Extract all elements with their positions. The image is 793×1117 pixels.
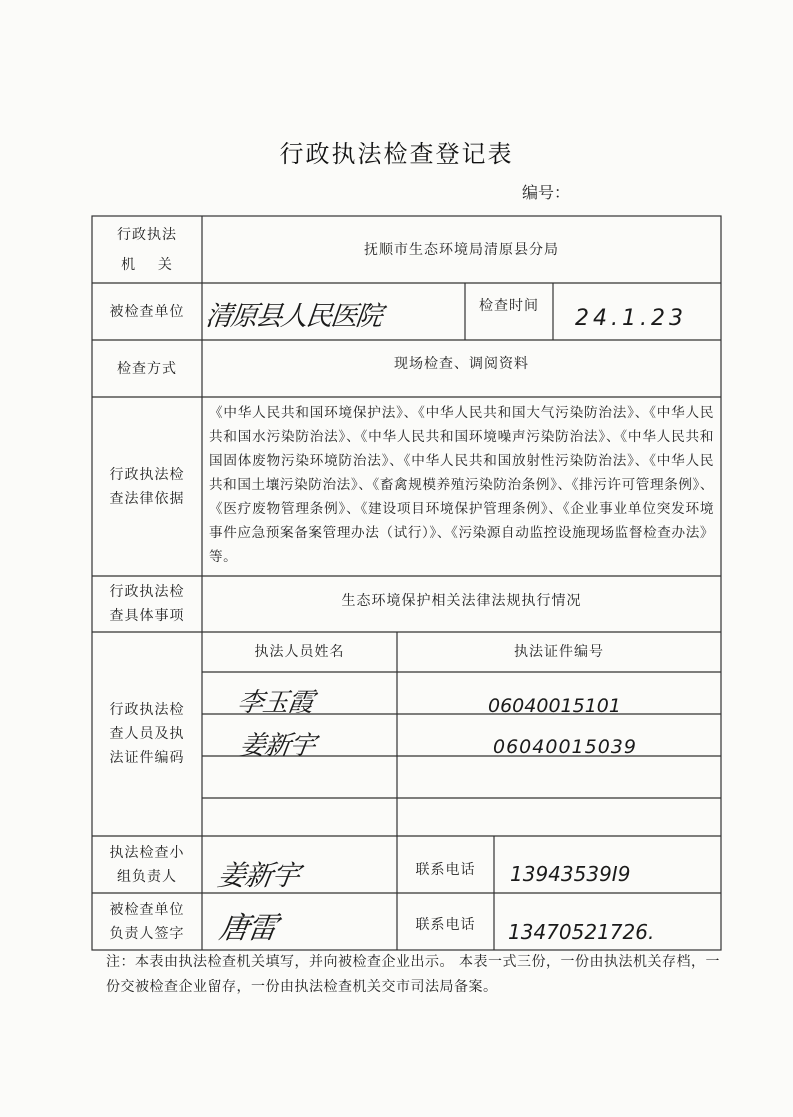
legal-basis-label (92, 397, 202, 576)
leader-phone: 13943539I9 (510, 862, 631, 886)
authority-label (92, 216, 202, 283)
leader-label-line2: 组负责人 (117, 868, 177, 885)
page-title: 行政执法检查登记表 (279, 140, 514, 168)
unit-sign-label-line2: 负责人签字 (109, 925, 185, 942)
personnel-label-line3: 法证件编码 (109, 750, 185, 766)
leader-label (92, 836, 202, 893)
personnel-cert-header: 执法证件编号 (514, 644, 604, 660)
inspection-time-handwritten: 24.1.23 (575, 306, 687, 331)
leader-phone-label: 联系电话 (415, 862, 476, 878)
unit-sign-name: 唐雷 (217, 911, 278, 946)
authority-label-line1: 行政执法 (117, 226, 177, 243)
inspection-time-label: 检查时间 (479, 297, 539, 314)
personnel-cert-2: 06040015039 (493, 736, 637, 758)
personnel-label-line1: 行政执法检 (109, 702, 185, 718)
matters-label-line1: 行政执法检 (109, 584, 185, 600)
personnel-name-1: 李玉霞 (235, 688, 315, 718)
legal-basis-value: 《中华人民共和国环境保护法》、《中华人民共和国大气污染防治法》、《中华人民共和国水污染防治法》、《中华人民共和国环境噪声污染防治法》、《中华人民共和国固体废物污染环境防治法》、《中华人民共和国放射性污染防治法》、《中华人民共和国土壤污染防治法》、《畜禽规模养殖污染防治条例》、《排污许可管理条例》、《医疗废物管理条例》、《建设项目环境保护管理条例》、《企业事业单位突发环境事件应急预案备案管理办法（试行）》、《污染源自动监控设施现场监督检查办法》等。 (209, 405, 714, 565)
unit-sign-label-line1: 被检查单位 (109, 901, 185, 918)
unit-sign-label (92, 893, 202, 950)
leader-label-line1: 执法检查小 (109, 844, 185, 861)
matters-value: 生态环境保护相关法律法规执行情况 (341, 593, 582, 609)
unit-sign-phone: 13470521726. (508, 920, 655, 944)
matters-label (92, 576, 202, 632)
leader-name: 姜新宇 (215, 859, 302, 892)
matters-label-line2: 查具体事项 (109, 608, 185, 624)
personnel-label-line2: 查人员及执 (109, 726, 185, 742)
legal-basis-label-line1: 行政执法检 (109, 466, 185, 483)
unit-sign-phone-label: 联系电话 (415, 917, 476, 933)
inspected-unit-handwritten: 清原县人民医院 (204, 301, 383, 332)
method-value: 现场检查、调阅资料 (394, 356, 529, 372)
authority-value: 抚顺市生态环境局清原县分局 (364, 241, 559, 258)
inspected-unit-label: 被检查单位 (109, 303, 185, 320)
personnel-cert-1: 06040015101 (488, 695, 621, 717)
personnel-name-2: 姜新宇 (237, 731, 317, 761)
method-label: 检查方式 (117, 360, 177, 377)
authority-label-line2: 机 关 (121, 256, 173, 273)
personnel-label (92, 632, 202, 836)
legal-basis-label-line2: 查法律依据 (109, 490, 185, 507)
footnote: 注：本表由执法检查机关填写，并向被检查企业出示。 本表一式三份，一份由执法机关存档，一份交被检查企业留存，一份由执法检查机关交市司法局备案。 (106, 954, 720, 995)
document-number-label: 编号： (522, 183, 571, 202)
personnel-name-header: 执法人员姓名 (254, 644, 345, 660)
